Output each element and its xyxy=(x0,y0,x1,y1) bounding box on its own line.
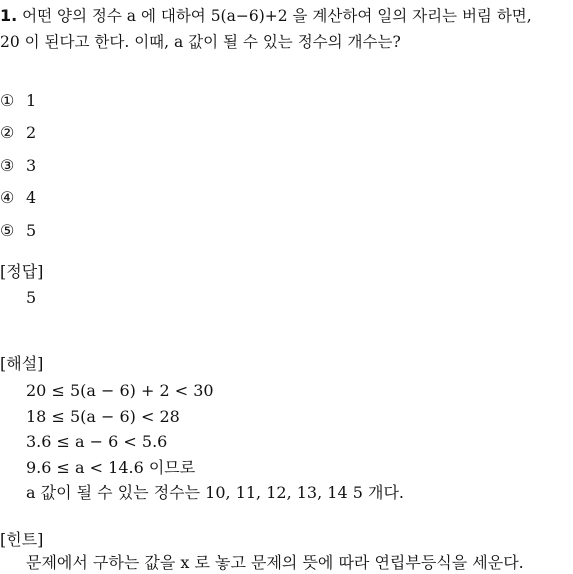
choice-marker: ② xyxy=(0,123,15,143)
solution-line-2: 18 ≤ 5(a − 6) < 28 xyxy=(26,406,180,426)
solution-lines xyxy=(26,378,404,506)
question-text-line-1: 어떤 양의 정수 a 에 대하여 5(a−6)+2 을 계산하여 일의 자리는 버림 하면, xyxy=(22,7,532,25)
choice-marker: ⑤ xyxy=(0,220,15,240)
solution-line-1: 20 ≤ 5(a − 6) + 2 < 30 xyxy=(26,381,214,400)
choice-marker: ④ xyxy=(0,188,15,208)
answer-label: [정답] xyxy=(0,262,44,281)
choice-text: 5 xyxy=(26,220,37,240)
choice-marker: ① xyxy=(0,90,15,110)
choice-marker: ③ xyxy=(0,155,15,175)
choice-5[interactable] xyxy=(0,214,200,247)
solution-line-3: 3.6 ≤ a − 6 < 5.6 xyxy=(26,432,168,451)
choice-3[interactable] xyxy=(0,149,200,182)
solution-line-5: a 값이 될 수 있는 정수는 10, 11, 12, 13, 14 5 개다. xyxy=(26,483,404,502)
choice-text: 3 xyxy=(26,155,37,175)
answer-value: 5 xyxy=(26,288,37,307)
choice-1[interactable] xyxy=(0,84,200,117)
choice-text: 4 xyxy=(26,188,37,208)
hint-text: 문제에서 구하는 값을 x 로 놓고 문제의 뜻에 따라 연립부등식을 세운다. xyxy=(26,553,524,572)
question-line-1 xyxy=(0,3,572,29)
choice-2[interactable] xyxy=(0,117,200,150)
choice-4[interactable] xyxy=(0,182,200,215)
choice-list xyxy=(0,84,200,247)
solution-label: [해설] xyxy=(0,354,44,373)
hint-label: [힌트] xyxy=(0,530,44,549)
question xyxy=(0,3,572,55)
choice-text: 2 xyxy=(26,123,37,143)
question-text-line-2: 20 이 된다고 한다. 이때, a 값이 될 수 있는 정수의 개수는? xyxy=(0,33,401,51)
solution-line-4: 9.6 ≤ a < 14.6 이므로 xyxy=(26,457,196,477)
choice-text: 1 xyxy=(26,90,37,110)
question-number: 1. xyxy=(0,6,18,25)
